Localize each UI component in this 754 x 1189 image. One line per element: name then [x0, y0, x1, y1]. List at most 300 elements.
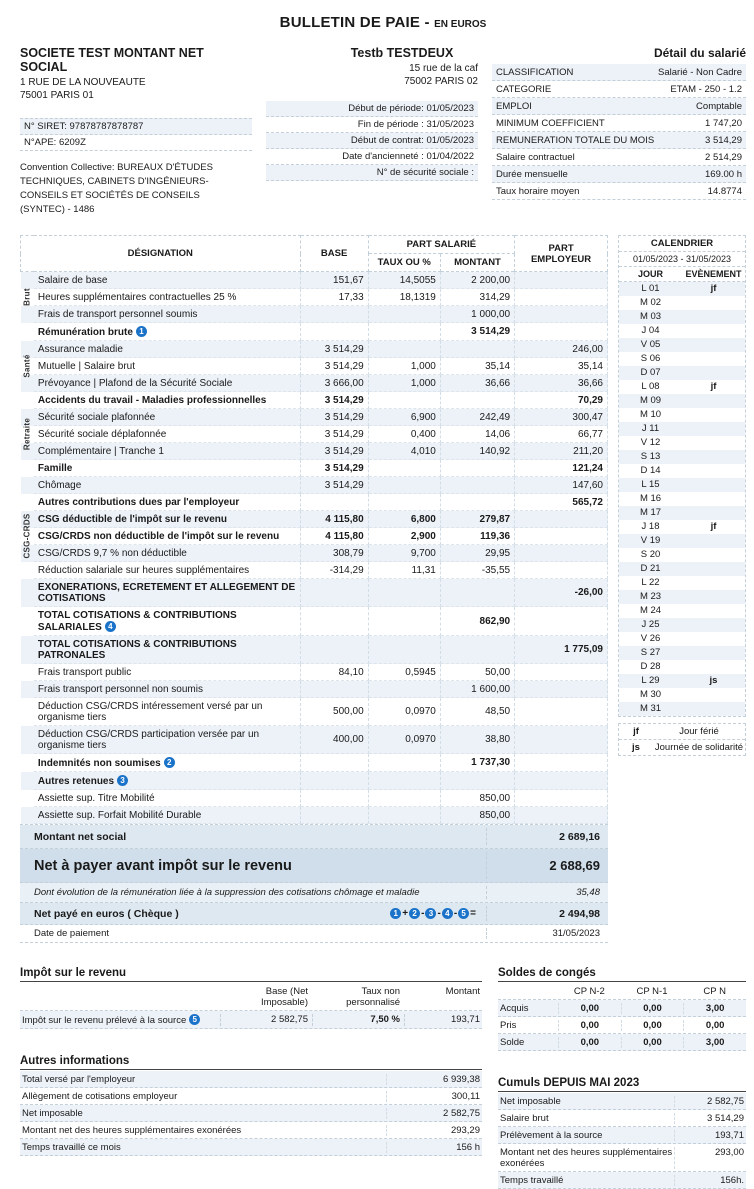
- designation-cell: [34, 664, 300, 681]
- calendar-day: S 20: [640, 549, 661, 560]
- cumulative-value: 293,00: [674, 1147, 746, 1169]
- montant-cell: [440, 494, 514, 511]
- formula-badge-2: 2: [409, 908, 420, 919]
- calendar-event: [682, 408, 745, 422]
- employee-block: [266, 46, 478, 217]
- designation-label: Sécurité sociale plafonnée: [37, 411, 156, 423]
- part-employeur-cell: [515, 272, 608, 289]
- designation-cell: [34, 545, 300, 562]
- designation-label: CSG déductible de l'impôt sur le revenu: [37, 513, 227, 525]
- calendar-event: js: [709, 675, 718, 686]
- calendar-day: S 06: [640, 353, 661, 364]
- other-info-value: 293,29: [386, 1125, 482, 1136]
- detail-value: Comptable: [696, 100, 742, 112]
- taux-cell: [368, 341, 440, 358]
- designation-cell: [34, 477, 300, 494]
- group-cell: [21, 460, 34, 477]
- designation-cell: [34, 607, 300, 636]
- taux-cell: 0,0970: [368, 726, 440, 754]
- income-tax-header: [20, 983, 482, 1011]
- taux-cell: 0,400: [368, 426, 440, 443]
- designation-cell: [34, 790, 300, 807]
- employee-address-line2: 75002 PARIS 02: [404, 76, 478, 87]
- table-row: [21, 409, 608, 426]
- calendar-day-row: [619, 394, 745, 408]
- taux-cell: [368, 754, 440, 772]
- base-cell: [300, 807, 368, 824]
- taux-cell: 9,700: [368, 545, 440, 562]
- calendar-event: [682, 464, 745, 478]
- designation-label: Déduction CSG/CRDS participation versée par un organisme tiers: [37, 728, 260, 751]
- income-tax-label: Impôt sur le revenu prélevé à la source 5: [20, 1014, 220, 1026]
- group-cell: [21, 579, 34, 607]
- calendar-day: L 29: [641, 675, 660, 686]
- calendar-day-row: [619, 562, 745, 576]
- montant-cell: [440, 636, 514, 664]
- cumulative-row: [498, 1110, 746, 1127]
- taux-cell: 18,1319: [368, 289, 440, 306]
- evolution-note-row: [20, 883, 608, 903]
- group-label: Retraite: [22, 417, 32, 451]
- calendar-day: D 28: [640, 661, 661, 672]
- income-tax-badge: 5: [189, 1014, 200, 1025]
- cumulative-row: [498, 1093, 746, 1110]
- calendar-day: M 31: [639, 703, 662, 714]
- table-row: [21, 528, 608, 545]
- base-cell: 3 514,29: [300, 392, 368, 409]
- montant-cell: 36,66: [440, 375, 514, 392]
- net-a-payer-label: Net à payer avant impôt sur le revenu: [34, 857, 292, 874]
- table-row: [21, 375, 608, 392]
- formula-equals: =: [470, 908, 476, 919]
- other-info-section: [20, 1055, 482, 1156]
- net-paye-formula: [390, 908, 476, 919]
- designation-cell: [34, 579, 300, 607]
- calendar-day-row: [619, 436, 745, 450]
- table-row: [21, 698, 608, 726]
- base-cell: 3 514,29: [300, 443, 368, 460]
- leave-col-n: CP N: [703, 985, 726, 997]
- line-badge: 2: [164, 757, 175, 768]
- designation-cell: [34, 754, 300, 772]
- net-social-row: [20, 825, 608, 849]
- calendar-day-row: [619, 506, 745, 520]
- taux-cell: [368, 323, 440, 341]
- legend-key: jf: [633, 726, 639, 737]
- base-cell: 3 514,29: [300, 409, 368, 426]
- designation-cell: [34, 460, 300, 477]
- group-cell: [21, 323, 34, 341]
- base-cell: 3 666,00: [300, 375, 368, 392]
- net-a-payer-value: 2 688,69: [486, 852, 604, 879]
- part-employeur-cell: [515, 807, 608, 824]
- header: [20, 46, 746, 217]
- income-tax-rate: 7,50 %: [312, 1014, 404, 1026]
- montant-cell: 3 514,29: [440, 323, 514, 341]
- bottom-sections: [20, 967, 746, 1189]
- calendar-event: [682, 702, 745, 716]
- detail-row: [492, 149, 746, 166]
- detail-label: CLASSIFICATION: [496, 66, 574, 78]
- formula-op: -: [421, 908, 425, 919]
- summary-block: [20, 824, 608, 943]
- collective-agreement: Convention Collective: BUREAUX D'ÉTUDES TECHNIQUES, CABINETS D'INGÉNIEURS-CONSEILS ET SOCIÉTÉS DE CONSEILS (SYNTEC) - 1486: [20, 162, 213, 215]
- calendar-event: [682, 562, 745, 576]
- designation-label: Famille: [37, 462, 73, 474]
- group-label: Santé: [22, 354, 32, 378]
- employee-address-line1: 15 rue de la caf: [409, 63, 478, 74]
- group-cell: [21, 417, 34, 451]
- other-info-value: 6 939,38: [386, 1074, 482, 1085]
- group-cell: [21, 664, 34, 681]
- pay-table-head: [21, 236, 608, 272]
- part-employeur-cell: [515, 545, 608, 562]
- base-cell: 3 514,29: [300, 477, 368, 494]
- montant-cell: -35,55: [440, 562, 514, 579]
- income-tax-title: Impôt sur le revenu: [20, 967, 482, 982]
- calendar-event: [682, 632, 745, 646]
- leave-balance-header: [498, 983, 746, 1000]
- header-designation: DÉSIGNATION: [21, 236, 301, 272]
- other-info-row: [20, 1105, 482, 1122]
- table-row: [21, 392, 608, 409]
- employee-name: Testb TESTDEUX: [350, 46, 454, 60]
- part-employeur-cell: [515, 562, 608, 579]
- formula-badge-1: 1: [390, 908, 401, 919]
- table-row: [21, 681, 608, 698]
- base-cell: 3 514,29: [300, 341, 368, 358]
- cumulative-value: 193,71: [674, 1130, 746, 1141]
- table-row: [21, 477, 608, 494]
- cumulative-title: Cumuls DEPUIS MAI 2023: [498, 1077, 746, 1092]
- base-cell: [300, 681, 368, 698]
- income-tax-amount: 193,71: [404, 1014, 482, 1026]
- base-cell: 151,67: [300, 272, 368, 289]
- designation-cell: [34, 528, 300, 545]
- group-cell: [21, 790, 34, 807]
- page-title-suffix: EN EUROS: [434, 19, 487, 30]
- montant-cell: 48,50: [440, 698, 514, 726]
- income-tax-section: [20, 967, 482, 1029]
- taux-cell: [368, 460, 440, 477]
- calendar-day-row: [619, 282, 745, 296]
- montant-cell: 314,29: [440, 289, 514, 306]
- calendar-day-row: [619, 492, 745, 506]
- montant-cell: 279,87: [440, 511, 514, 528]
- designation-label: Chômage: [37, 479, 82, 491]
- table-row: [21, 790, 608, 807]
- calendar-day: D 07: [640, 367, 661, 378]
- leave-balance-row: [498, 1017, 746, 1034]
- detail-label: MINIMUM COEFFICIENT: [496, 117, 605, 129]
- montant-cell: 242,49: [440, 409, 514, 426]
- designation-label: Assurance maladie: [37, 343, 123, 355]
- montant-cell: [440, 341, 514, 358]
- net-a-payer-row: [20, 849, 608, 883]
- table-row: [21, 494, 608, 511]
- income-tax-base: 2 582,75: [220, 1014, 312, 1026]
- taux-cell: [368, 477, 440, 494]
- part-employeur-cell: [515, 607, 608, 636]
- taux-cell: 1,000: [368, 375, 440, 392]
- part-employeur-cell: [515, 289, 608, 306]
- leave-value-n: 3,00: [683, 1003, 746, 1014]
- table-row: [21, 323, 608, 341]
- calendar-event: [682, 366, 745, 380]
- calendar-event: [682, 492, 745, 506]
- group-cell: [21, 477, 34, 494]
- designation-cell: [34, 306, 300, 323]
- calendar-days: [619, 282, 745, 716]
- calendar-col-day: JOUR: [637, 269, 663, 279]
- part-employeur-cell: 300,47: [515, 409, 608, 426]
- net-social-value: 2 689,16: [486, 828, 604, 845]
- employer-ape: N°APE: 6209Z: [20, 135, 252, 151]
- calendar-event: [682, 352, 745, 366]
- calendar-event: [682, 688, 745, 702]
- evolution-note-value: 35,48: [486, 886, 604, 899]
- calendar-title: CALENDRIER: [619, 236, 745, 252]
- leave-value-n1: 0,00: [621, 1003, 684, 1014]
- table-row: [21, 807, 608, 824]
- employer-address-line2: 75001 PARIS 01: [20, 90, 94, 101]
- calendar-day: M 17: [639, 507, 662, 518]
- part-employeur-cell: 70,29: [515, 392, 608, 409]
- calendar-event: [682, 310, 745, 324]
- header-part-employeur: PART EMPLOYEUR: [515, 236, 608, 272]
- table-row: [21, 426, 608, 443]
- calendar-day-row: [619, 688, 745, 702]
- leave-col-n2: CP N-2: [573, 985, 605, 997]
- calendar: [618, 235, 746, 756]
- montant-cell: 2 200,00: [440, 272, 514, 289]
- calendar-day-row: [619, 632, 745, 646]
- designation-cell: [34, 409, 300, 426]
- group-cell: [21, 562, 34, 579]
- designation-cell: [34, 289, 300, 306]
- base-cell: 400,00: [300, 726, 368, 754]
- employee-detail-rows: [492, 64, 746, 200]
- detail-row: [492, 81, 746, 98]
- designation-label: EXONERATIONS, ECRETEMENT ET ALLEGEMENT DE COTISATIONS: [37, 581, 296, 604]
- formula-badge-5: 5: [458, 908, 469, 919]
- taux-cell: 14,5055: [368, 272, 440, 289]
- group-cell: [21, 272, 34, 289]
- designation-cell: [34, 443, 300, 460]
- group-cell: [21, 306, 34, 323]
- calendar-event: jf: [710, 283, 717, 294]
- montant-cell: 119,36: [440, 528, 514, 545]
- pay-table-body: [21, 272, 608, 824]
- montant-cell: 850,00: [440, 807, 514, 824]
- calendar-event: [682, 660, 745, 674]
- calendar-day-row: [619, 576, 745, 590]
- detail-label: Durée mensuelle: [496, 168, 568, 180]
- table-row: [21, 306, 608, 323]
- table-row: [21, 772, 608, 790]
- other-info-label: Total versé par l'employeur: [22, 1073, 136, 1085]
- taux-cell: [368, 579, 440, 607]
- net-social-label: Montant net social: [34, 830, 127, 843]
- calendar-event: [682, 478, 745, 492]
- part-employeur-cell: 121,24: [515, 460, 608, 477]
- detail-value: ETAM - 250 - 1.2: [670, 83, 742, 95]
- montant-cell: [440, 460, 514, 477]
- calendar-event: [682, 534, 745, 548]
- calendar-day-row: [619, 464, 745, 478]
- legend-key: js: [632, 742, 640, 753]
- montant-cell: 35,14: [440, 358, 514, 375]
- formula-op: -: [437, 908, 441, 919]
- group-cell: [21, 443, 34, 460]
- group-cell: [21, 289, 34, 306]
- cumulative-row: [498, 1172, 746, 1189]
- part-employeur-cell: 565,72: [515, 494, 608, 511]
- table-row: [21, 341, 608, 358]
- formula-badge-3: 3: [425, 908, 436, 919]
- taux-cell: 4,010: [368, 443, 440, 460]
- other-info-label: Allègement de cotisations employeur: [22, 1090, 178, 1102]
- header-taux: TAUX OU %: [368, 254, 440, 272]
- other-info-title: Autres informations: [20, 1055, 482, 1070]
- employer-name: SOCIETE TEST MONTANT NET SOCIAL: [20, 46, 204, 74]
- detail-value: 169.00 h: [705, 168, 742, 180]
- part-employeur-cell: 211,20: [515, 443, 608, 460]
- other-info-rows: [20, 1071, 482, 1156]
- leave-col-n1: CP N-1: [636, 985, 668, 997]
- calendar-day: M 02: [639, 297, 662, 308]
- cumulative-label: Montant net des heures supplémentaires exonérées: [500, 1146, 673, 1169]
- calendar-event: [682, 506, 745, 520]
- montant-cell: 1 000,00: [440, 306, 514, 323]
- legend-row: [619, 724, 745, 739]
- formula-op: +: [402, 908, 409, 919]
- montant-cell: 29,95: [440, 545, 514, 562]
- montant-cell: 38,80: [440, 726, 514, 754]
- cumulative-value: 156h.: [674, 1175, 746, 1186]
- other-info-row: [20, 1088, 482, 1105]
- designation-label: Assiette sup. Forfait Mobilité Durable: [37, 809, 202, 821]
- calendar-event: [682, 604, 745, 618]
- leave-value-n2: 0,00: [558, 1037, 621, 1048]
- montant-cell: [440, 477, 514, 494]
- table-row: [21, 545, 608, 562]
- legend-row: [619, 739, 745, 755]
- montant-cell: 50,00: [440, 664, 514, 681]
- leave-balance-row: [498, 1034, 746, 1051]
- taux-cell: 6,800: [368, 511, 440, 528]
- calendar-day-row: [619, 702, 745, 716]
- taux-cell: [368, 392, 440, 409]
- base-cell: 3 514,29: [300, 460, 368, 477]
- period-row: N° de sécurité sociale :: [266, 165, 478, 181]
- period-info: [266, 101, 478, 181]
- designation-cell: [34, 494, 300, 511]
- group-cell: [21, 354, 34, 378]
- net-paye-value: 2 494,98: [486, 906, 604, 921]
- calendar-event: [682, 422, 745, 436]
- calendar-day: M 10: [639, 409, 662, 420]
- calendar-event: [682, 324, 745, 338]
- detail-row: [492, 64, 746, 81]
- montant-cell: 862,90: [440, 607, 514, 636]
- detail-label: EMPLOI: [496, 100, 532, 112]
- calendar-day-row: [619, 352, 745, 366]
- detail-value: 14.8774: [707, 185, 742, 197]
- calendar-day: M 23: [639, 591, 662, 602]
- calendar-event: [682, 618, 745, 632]
- group-cell: [21, 392, 34, 409]
- calendar-range: 01/05/2023 - 31/05/2023: [619, 252, 745, 267]
- taux-cell: [368, 494, 440, 511]
- page-title: [20, 14, 746, 32]
- table-row: [21, 358, 608, 375]
- formula-op: -: [453, 908, 458, 919]
- other-info-row: [20, 1071, 482, 1088]
- taux-cell: [368, 772, 440, 790]
- table-row: [21, 579, 608, 607]
- calendar-event: [682, 590, 745, 604]
- montant-cell: 1 737,30: [440, 754, 514, 772]
- calendar-event: [682, 646, 745, 660]
- calendar-event: [682, 450, 745, 464]
- detail-label: REMUNERATION TOTALE DU MOIS: [496, 134, 655, 146]
- designation-label: Mutuelle | Salaire brut: [37, 360, 135, 372]
- designation-cell: [34, 272, 300, 289]
- taux-cell: 0,0970: [368, 698, 440, 726]
- other-info-value: 156 h: [386, 1142, 482, 1153]
- taux-cell: [368, 681, 440, 698]
- designation-label: Frais transport personnel non soumis: [37, 683, 203, 695]
- leave-value-n1: 0,00: [621, 1020, 684, 1031]
- group-cell: [21, 772, 34, 790]
- designation-label: Déduction CSG/CRDS intéressement versé par un organisme tiers: [37, 700, 263, 723]
- payment-date-row: [20, 925, 608, 943]
- table-row: [21, 636, 608, 664]
- pay-lines-section: [20, 235, 746, 943]
- designation-label: Assiette sup. Titre Mobilité: [37, 792, 155, 804]
- line-badge: 1: [136, 326, 147, 337]
- part-employeur-cell: [515, 306, 608, 323]
- calendar-day-row: [619, 674, 745, 688]
- part-employeur-cell: 147,60: [515, 477, 608, 494]
- leave-value-n1: 0,00: [621, 1037, 684, 1048]
- detail-row: [492, 183, 746, 200]
- page-title-main: BULLETIN DE PAIE -: [279, 14, 430, 31]
- legend-text: Jour férié: [679, 726, 719, 737]
- leave-balance-title: Soldes de congés: [498, 967, 746, 982]
- detail-value: 3 514,29: [705, 134, 742, 146]
- calendar-day-row: [619, 590, 745, 604]
- montant-cell: 140,92: [440, 443, 514, 460]
- bottom-right-column: [498, 967, 746, 1189]
- part-employeur-cell: [515, 323, 608, 341]
- designation-cell: [34, 358, 300, 375]
- leave-value-n2: 0,00: [558, 1003, 621, 1014]
- part-employeur-cell: [515, 664, 608, 681]
- other-info-row: [20, 1122, 482, 1139]
- part-employeur-cell: [515, 528, 608, 545]
- base-cell: 17,33: [300, 289, 368, 306]
- designation-cell: [34, 562, 300, 579]
- calendar-day-row: [619, 338, 745, 352]
- cumulative-value: 3 514,29: [674, 1113, 746, 1124]
- designation-cell: [34, 681, 300, 698]
- leave-balance-row: [498, 1000, 746, 1017]
- calendar-legend: [618, 723, 746, 756]
- calendar-day: L 01: [641, 283, 660, 294]
- table-row: [21, 460, 608, 477]
